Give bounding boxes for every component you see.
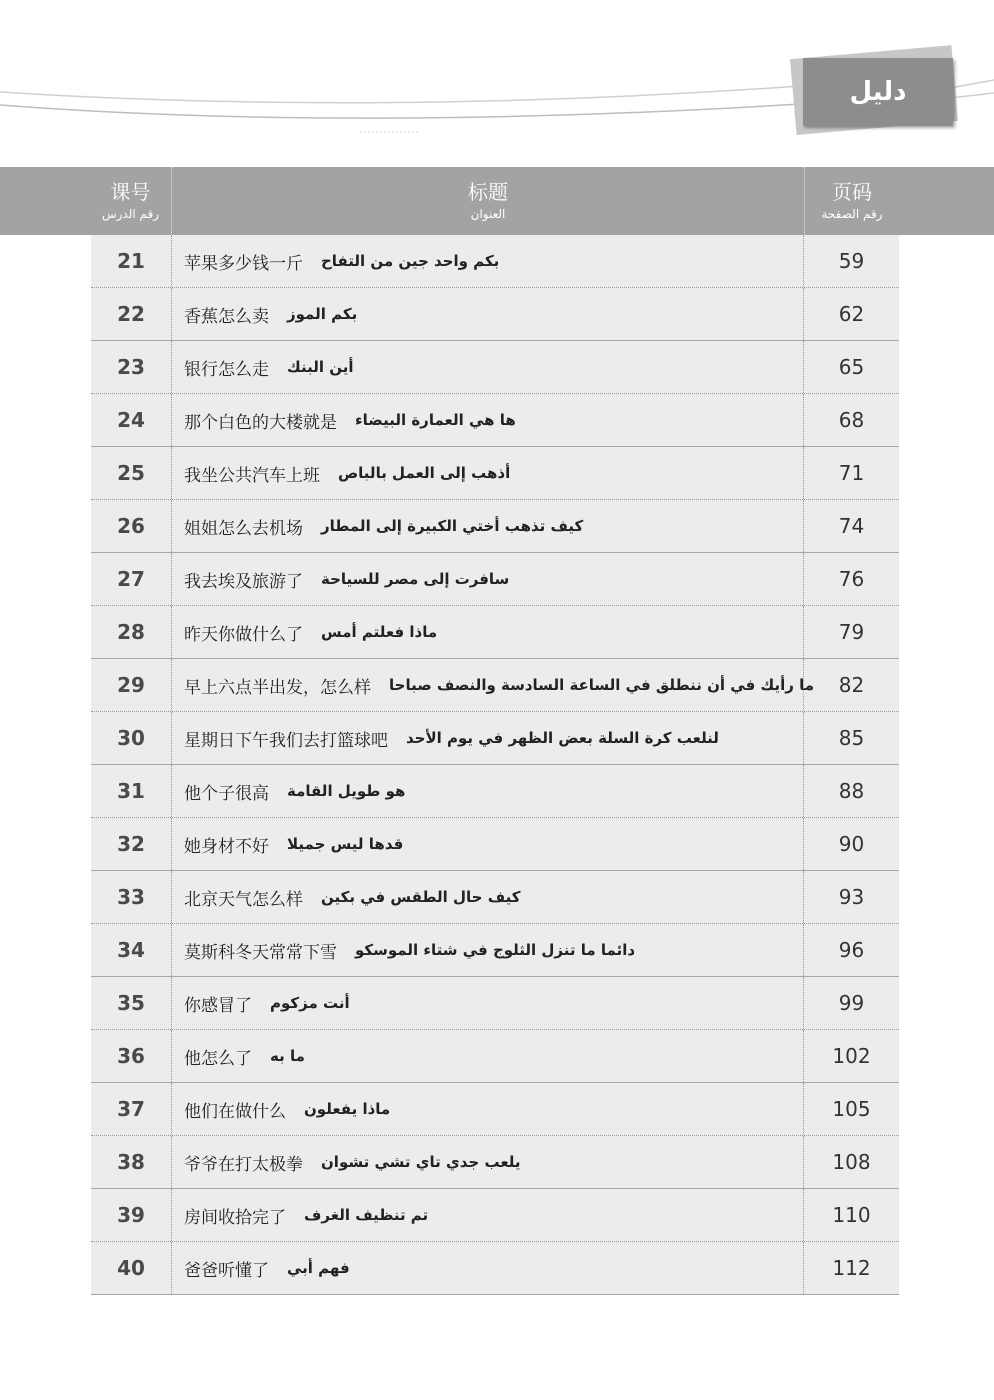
table-row [91,1030,899,1083]
table-row [91,500,899,553]
lesson-title-ar: سافرت إلى مصر للسياحة [321,570,510,588]
lesson-title-zh: 姐姐怎么去机场 [184,518,303,539]
table-row [91,341,899,394]
lesson-title-ar: لنلعب كرة السلة بعض الظهر في يوم الأحد [406,729,719,747]
table-row [91,447,899,500]
lesson-title-zh: 我坐公共汽车上班 [184,465,320,486]
lesson-title-zh: 苹果多少钱一斤 [184,253,303,274]
page-number: 108 [832,1150,871,1174]
lesson-title-ar: فهم أبي [287,1259,350,1277]
lesson-title [172,394,804,446]
lesson-title-ar: أذهب إلى العمل بالباص [338,464,511,482]
lesson-title-zh: 爷爷在打太极拳 [184,1154,303,1175]
lesson-number: 34 [117,938,145,962]
table-row [91,765,899,818]
lesson-title-zh: 昨天你做什么了 [184,624,303,645]
column-page-zh: 页码 [832,180,872,204]
lesson-title-ar: هو طويل القامة [287,782,406,800]
table-row [91,924,899,977]
page-number: 112 [832,1256,871,1280]
page-number: 99 [838,991,865,1015]
lesson-number: 21 [117,249,145,273]
column-lesson-number [90,167,171,235]
page-number: 65 [838,355,865,379]
lesson-title-ar: ماذا يفعلون [304,1100,391,1118]
lesson-title [172,765,804,817]
lesson-title [172,818,804,870]
section-tab-label: دليل [803,58,953,126]
lesson-title [172,288,804,340]
lesson-title [172,659,815,711]
column-title-zh: 标题 [468,180,508,204]
lesson-title-ar: ها هي العمارة البيضاء [355,411,516,429]
lesson-title-ar: كيف تذهب أختي الكبيرة إلى المطار [321,517,584,535]
lesson-title-zh: 莫斯科冬天常常下雪 [184,942,337,963]
lesson-number: 39 [117,1203,145,1227]
table-row [91,659,899,712]
lesson-number: 36 [117,1044,145,1068]
page-number: 105 [832,1097,871,1121]
lesson-title-ar: أين البنك [287,358,354,376]
page-number: 96 [838,938,865,962]
lesson-title-ar: كيف حال الطقس في بكين [321,888,521,906]
lesson-number: 38 [117,1150,145,1174]
page-number: 90 [838,832,865,856]
lesson-title-zh: 香蕉怎么卖 [184,306,269,327]
column-page-ar: رقم الصفحة [821,207,883,221]
column-title [172,167,804,235]
column-page-number [805,167,899,235]
lesson-title-zh: 北京天气怎么样 [184,889,303,910]
column-lesson-zh: 课号 [110,180,151,204]
lesson-number: 40 [117,1256,145,1280]
header-divider [804,167,805,235]
lesson-number: 27 [117,567,145,591]
lesson-title [172,606,804,658]
lesson-title [172,1242,804,1294]
lesson-title-zh: 他们在做什么 [184,1101,286,1122]
lesson-title-ar: تم تنظيف الغرف [304,1206,429,1224]
lesson-number: 28 [117,620,145,644]
lesson-title-ar: دائما ما تنزل الثلوج في شتاء الموسكو [355,941,636,959]
column-lesson-ar: رقم الدرس [101,207,160,221]
lesson-number: 33 [117,885,145,909]
column-title-ar: العنوان [470,207,506,221]
lesson-title [172,924,804,976]
lesson-title-zh: 他怎么了 [184,1048,252,1069]
lesson-title-zh: 星期日下午我们去打篮球吧 [184,730,388,751]
page-number: 102 [832,1044,871,1068]
page-number: 88 [838,779,865,803]
table-row [91,288,899,341]
lesson-number: 32 [117,832,145,856]
lesson-title-zh: 爸爸听懂了 [184,1260,269,1281]
page-number: 59 [838,249,865,273]
table-body [91,235,899,1295]
page-number: 74 [838,514,865,538]
lesson-title [172,447,804,499]
lesson-title-ar: بكم واحد جين من التفاح [321,252,500,270]
table-row [91,394,899,447]
lesson-title-zh: 他个子很高 [184,783,269,804]
page-number: 76 [838,567,865,591]
lesson-title [172,1136,804,1188]
lesson-number: 37 [117,1097,145,1121]
lesson-title [172,553,804,605]
table-row [91,818,899,871]
lesson-number: 23 [117,355,145,379]
page-number: 82 [838,673,865,697]
lesson-title [172,500,804,552]
page-number: 71 [838,461,865,485]
lesson-title [172,341,804,393]
lesson-number: 24 [117,408,145,432]
lesson-title [172,235,804,287]
lesson-title [172,871,804,923]
lesson-number: 29 [117,673,145,697]
page-number: 68 [838,408,865,432]
table-header [0,167,994,235]
lesson-number: 26 [117,514,145,538]
lesson-title-ar: ما به [270,1047,305,1065]
lesson-title-zh: 她身材不好 [184,836,269,857]
lesson-title [172,712,804,764]
lesson-title-ar: ما رأيك في أن ننطلق في الساعة السادسة والنصف صباحا [389,676,815,694]
lesson-number: 22 [117,302,145,326]
page-number: 93 [838,885,865,909]
page-number: 62 [838,302,865,326]
lesson-title-zh: 你感冒了 [184,995,252,1016]
header-divider [171,167,172,235]
page-number: 110 [832,1203,871,1227]
lesson-number: 31 [117,779,145,803]
lesson-title [172,1083,804,1135]
lesson-title-ar: قدها ليس جميلا [287,835,404,853]
table-row [91,1242,899,1295]
table-row [91,1083,899,1136]
table-row [91,553,899,606]
lesson-title [172,1189,804,1241]
lesson-title [172,1030,804,1082]
lesson-title-ar: يلعب جدي تاي تشي تشوان [321,1153,521,1171]
lesson-title-zh: 那个白色的大楼就是 [184,412,337,433]
lesson-title-zh: 房间收拾完了 [184,1207,286,1228]
table-row [91,712,899,765]
lesson-title-ar: بكم الموز [287,305,358,323]
table-row [91,871,899,924]
lesson-title-ar: ماذا فعلتم أمس [321,623,438,641]
lesson-title-zh: 银行怎么走 [184,359,269,380]
lesson-title-ar: أنت مزكوم [270,994,350,1012]
lesson-number: 35 [117,991,145,1015]
table-row [91,1136,899,1189]
lesson-title-zh: 我去埃及旅游了 [184,571,303,592]
lesson-number: 30 [117,726,145,750]
lesson-number: 25 [117,461,145,485]
table-row [91,606,899,659]
table-row [91,977,899,1030]
lesson-title [172,977,804,1029]
page-number: 79 [838,620,865,644]
table-row [91,235,899,288]
table-row [91,1189,899,1242]
page-number: 85 [838,726,865,750]
lesson-title-zh: 早上六点半出发，怎么样 [184,677,371,698]
